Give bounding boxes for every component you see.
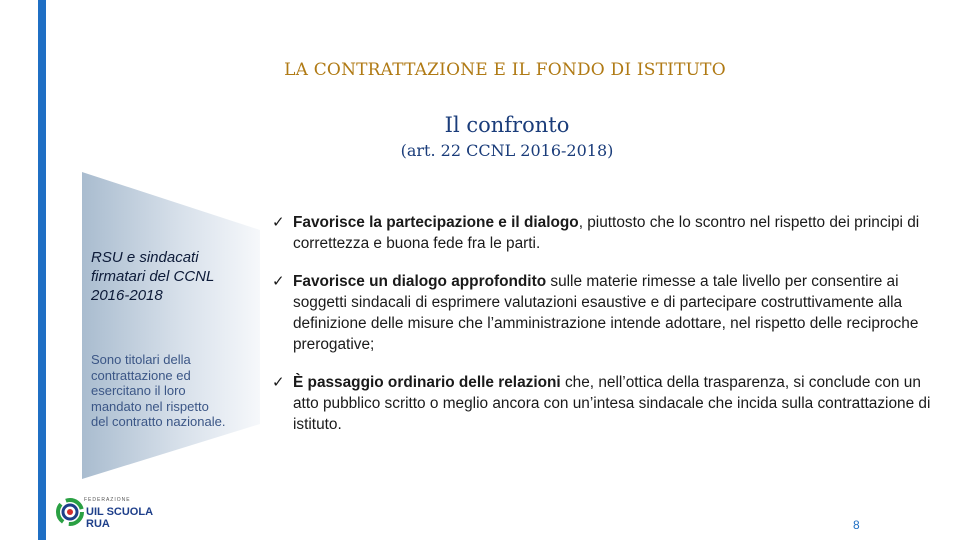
logo-caption: FEDERAZIONE: [84, 497, 131, 503]
checkmark-icon: ✓: [272, 374, 285, 391]
bullet-text: , piuttosto che lo scontro nel rispetto dei principi di correttezza e buona fede fra le parti.: [293, 214, 920, 252]
bullet-item: [272, 212, 932, 254]
bullet-text: sulle materie rimesse a tale livello per consentire ai soggetti sindacali di esprimere valutazioni esaustive e di partecipare costruttivamente alla definizione delle misure che l’amministrazione intende adottare, nel rispetto delle reciproche prerogative;: [293, 273, 919, 353]
bullet-bold: È passaggio ordinario delle relazioni: [293, 374, 561, 391]
logo-text: UIL SCUOLA RUA: [86, 506, 153, 530]
logo-emblem-icon: [56, 494, 86, 528]
slide-subtitle: Il confronto: [444, 113, 570, 137]
panel-description: Sono titolari della contrattazione ed esercitano il loro mandato nel rispetto del contratto nazionale.: [91, 352, 226, 429]
panel-heading: RSU e sindacati firmatari del CCNL 2016-2018: [91, 249, 215, 304]
bullet-bold: Favorisce la partecipazione e il dialogo: [293, 214, 579, 231]
bullet-bold: Favorisce un dialogo approfondito: [293, 273, 547, 290]
article-reference: (art. 22 CCNL 2016-2018): [400, 141, 614, 160]
bullet-item: [272, 372, 932, 435]
uil-scuola-logo: [56, 494, 166, 528]
accent-bar: [38, 0, 46, 540]
checkmark-icon: ✓: [272, 273, 285, 290]
arrow-panel: [82, 172, 260, 479]
bullet-item: [272, 271, 932, 355]
bullet-list: [272, 212, 932, 452]
slide-title: LA CONTRATTAZIONE E IL FONDO DI ISTITUTO: [284, 60, 726, 80]
checkmark-icon: ✓: [272, 214, 285, 231]
bullet-text: che, nell’ottica della trasparenza, si conclude con un atto pubblico scritto o meglio ancora con un’intesa sindacale che incida sulla contrattazione di istituto.: [293, 374, 931, 433]
page-number: 8: [853, 518, 860, 532]
